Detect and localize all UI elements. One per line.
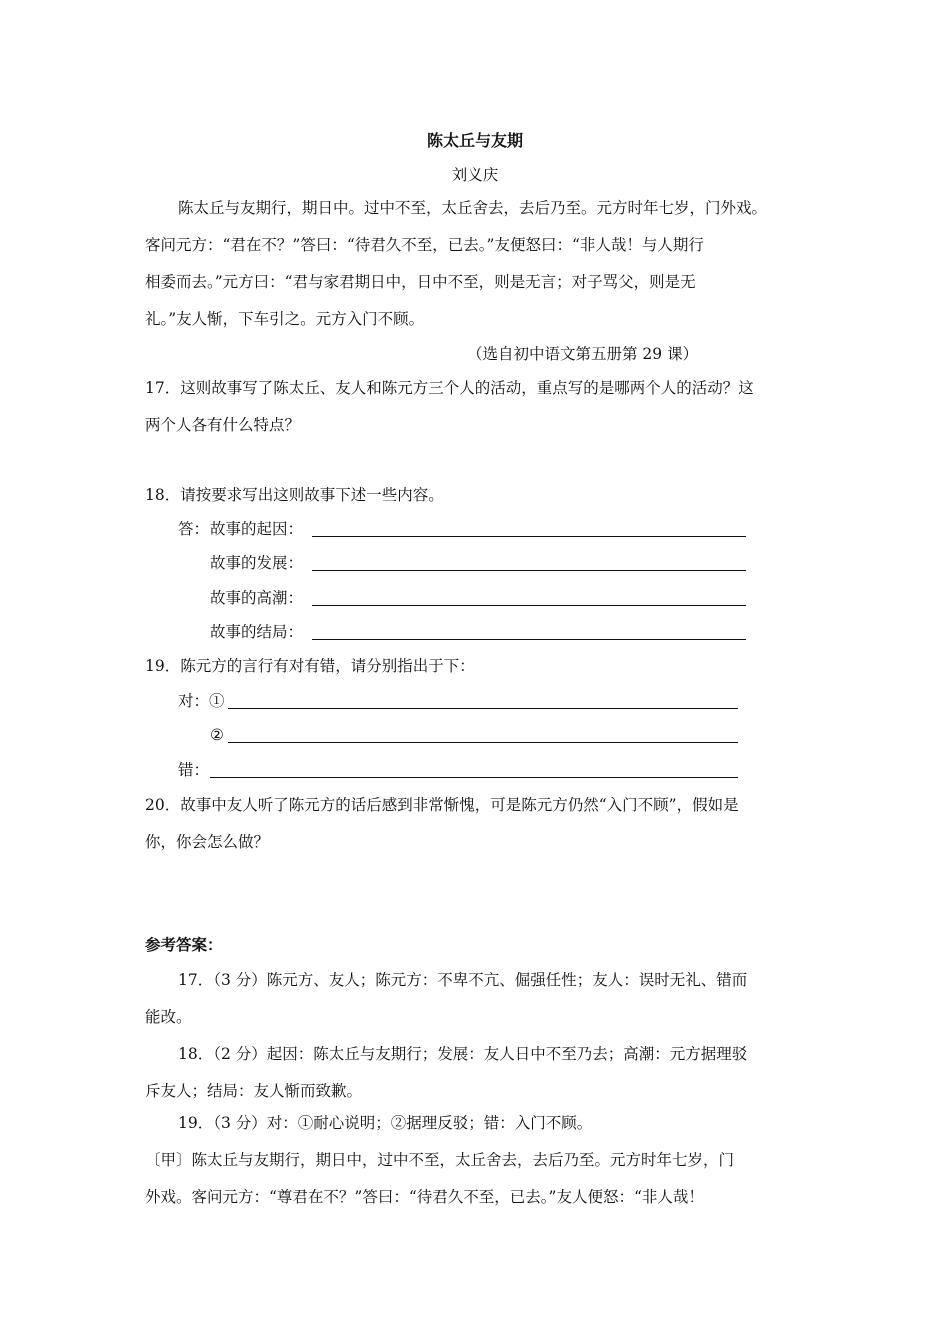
- answer-blank[interactable]: [312, 570, 746, 571]
- question-20-cont: 你，你会怎么做？: [145, 833, 270, 851]
- source-note: （选自初中语文第五册第 29 课）: [467, 345, 699, 363]
- answers-heading: 参考答案：: [145, 936, 223, 954]
- answer-prefix: 答：: [178, 520, 210, 538]
- question-18: 18．请按要求写出这则故事下述一些内容。: [145, 486, 444, 504]
- blank-label: 对：①: [178, 692, 225, 710]
- answer-line: 〔甲〕陈太丘与友期行，期日中，过中不至，太丘舍去，去后乃至。元方时年七岁，门: [145, 1151, 735, 1169]
- answer-blank[interactable]: [210, 777, 738, 778]
- answer-line: 17．（3 分）陈元方、友人；陈元方：不卑不亢、倔强任性；友人：误时无礼、错而: [178, 971, 748, 989]
- answer-line: 18．（2 分）起因：陈太丘与友期行；发展：友人日中不至乃去；高潮：元方据理驳: [178, 1045, 748, 1063]
- question-19: 19．陈元方的言行有对有错，请分别指出于下：: [145, 657, 475, 675]
- blank-label: 错：: [178, 761, 210, 779]
- passage-line: 礼。”友人惭，下车引之。元方入门不顾。: [145, 310, 425, 328]
- answer-blank[interactable]: [312, 639, 746, 640]
- answer-line: 19．（3 分）对：①耐心说明；②据理反驳；错：入门不顾。: [178, 1114, 593, 1132]
- passage-line: 客问元方：“君在不？”答曰：“待君久不至，已去。”友便怒曰：“非人哉！与人期行: [145, 236, 704, 254]
- answer-blank[interactable]: [228, 708, 738, 709]
- answer-blank[interactable]: [312, 536, 746, 537]
- answer-blank[interactable]: [228, 742, 738, 743]
- answer-line: 斥友人；结局：友人惭而致歉。: [145, 1082, 363, 1100]
- blank-label: 故事的结局：: [210, 623, 304, 641]
- answer-line: 能改。: [145, 1008, 192, 1026]
- blank-label: 故事的起因：: [210, 520, 304, 538]
- blank-label: 故事的发展：: [210, 554, 304, 572]
- blank-label: ②: [210, 726, 224, 744]
- author: 刘义庆: [451, 166, 499, 184]
- page-title: 陈太丘与友期: [426, 131, 523, 150]
- question-17-cont: 两个人各有什么特点？: [145, 416, 301, 434]
- answer-blank[interactable]: [312, 605, 746, 606]
- answer-line: 外戏。客问元方：“尊君在不？”答曰：“待君久不至，已去。”友人便怒：“非人哉！: [145, 1188, 704, 1206]
- blank-label: 故事的高潮：: [210, 589, 304, 607]
- question-17: 17．这则故事写了陈太丘、友人和陈元方三个人的活动，重点写的是哪两个人的活动？这: [145, 379, 754, 397]
- passage-line: 相委而去。”元方曰：“君与家君期日中，日中不至，则是无言；对子骂父，则是无: [145, 273, 696, 291]
- passage-line: 陈太丘与友期行，期日中。过中不至，太丘舍去，去后乃至。元方时年七岁，门外戏。: [178, 199, 768, 217]
- question-20: 20．故事中友人听了陈元方的话后感到非常惭愧，可是陈元方仍然“入门不顾”，假如是: [145, 796, 739, 814]
